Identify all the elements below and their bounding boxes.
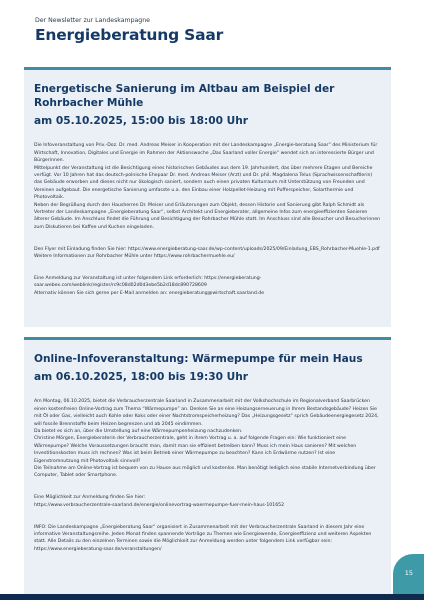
article-registration[interactable]: Eine Anmeldung zur Veranstaltung ist unter folgendem Link erforderlich: https://energieberatung-saar.webex.com/weblink/register/rc9c08d02d0d3ebe5b2d18dc890728609 Alternativ können Sie sich gerne per E-Mail anmelden an: energieberatung@wirtschaft.saarland.de [34, 275, 265, 296]
article-card-sanierung [24, 67, 391, 327]
article-paragraph: Die Infoveranstaltung von Priv.-Doz. Dr. med. Andreas Meiser in Kooperation mit der Landeskampagne „Energie-beratung Saar“ des Ministerium für Wirtschaft, Innovation, Digitales und Energie im Rahmen der Aktionswoche „Das Saarland voller Energie“ wendet sich an interessierte Bürger und Bürgerinnen. Mittelpunkt der Veranstaltung ist die Besichtigung eines historischen Gebäudes aus dem 19. Jahrhundert, das über mehrere Etagen und Bereiche verfügt. Vor 10 Jahren hat das deutsch-polnische Ehepaar Dr. med. Andreas Meiser (Arzt) und Dr. phil. Magdalena Telus (Sprachwissenschaftlerin) das Gebäude erworben und dieses nicht nur ökologisch saniert, sondern auch einen privaten Kulturraum mit Unterstützung von Freunden und Vereinen aufgebaut. Die energetische Sanierung umfasste u.a. den Einbau einer Holzpellet-Heizung mit Pufferspeicher, Solarthermie und Photovoltaik. Neben der Begrüßung durch den Hausherren Dr. Meiser und Erläuterungen zum Objekt, dessen Historie und Sanierung gibt Ralph Schmidt als Vertreter der Landeskampagne „Energieberatung Saar“, selbst Architekt und Energieberater, allgemeine Infos zum energieeffizienten Sanieren älterer Gebäude. Im Anschluss findet die Führung und Besichtigung der Rohrbacher Mühle statt. Im Anschluss sind alle Besucher und Besucherinnen zum Diskutieren bei Kaffee und Kuchen eingeladen. [34, 143, 381, 230]
article-title: Online-Infoveranstaltung: Wärmepumpe für mein Haus [34, 353, 363, 365]
article-date: am 06.10.2025, 18:00 bis 19:30 Uhr [34, 371, 249, 383]
article-info[interactable]: INFO: Die Landeskampagne „Energieberatung Saar“ organisiert in Zusammenarbeit mit der Verbraucherzentrale Saarland in diesem Jahr eine informative Veranstaltungsreihe. Jeden Monat finden spannende Vorträge zu Themen wie Energiewende, Energieeffizienz und weiteren Aspekten statt. Alle Details zu den einzelnen Terminen sowie die Möglichkeit zur Anmeldung werden unter folgendem Link verfügbar sein: https://www.energieberatung-saar.de/veranstaltungen/ [34, 524, 372, 552]
newsletter-brand: Energieberatung Saar [35, 26, 224, 44]
footer-bar [0, 594, 424, 600]
article-links[interactable]: Den Flyer mit Einladung finden Sie hier: https://www.energieberatung-saar.de/wp-content/uploads/2025/09/Einladung_EBS_Rohrbacher-Muehle-1.pdf Weitere Informationen zur Rohrbacher Mühle unter https://www.rohrbachermuehle.eu/ [34, 246, 380, 260]
article-body [34, 391, 381, 568]
article-card-waermepumpe [24, 337, 391, 599]
article-body [34, 135, 381, 312]
page-number: 15 [404, 569, 413, 577]
newsletter-header [35, 17, 395, 44]
article-paragraph: Am Montag, 06.10.2025, bietet die Verbraucherzentrale Saarland in Zusammenarbeit mit der Volkshochschule im Regionalverband Saarbrücken einen kostenfreien Online-Vortrag zum Thema “Wärmepumpe” an. Denken Sie an eine Heizungserneuerung in Ihrem Bestandsgebäude? Heizen Sie mit Öl oder Gas, vielleicht auch Kohle oder Koks oder einer Nachtstromspeicherheizung? Das „Heizungsgesetz“ sprich Gebäudeenergiegesetz 2024, will fossile Brennstoffe beim Heizen begrenzen und ab 2045 eindimmen. Da bietet es sich an, über die Umstellung auf eine Wärmepumpenheizung nachzudenken. Christine Mörgen, Energieberaterin der Verbraucherzentrale, geht in ihrem Vortrag u. a. auf folgende Fragen ein: Wie funktioniert eine Wärmepumpe? Welche Voraussetzungen braucht man, damit man sie effizient betreiben kann? Muss ich mein Haus sanieren? Mit welchen Investitionskosten muss ich rechnen? Was ist beim Betrieb einer Wärmepumpe zu beachten? Kann ich Erdwärme nutzen? Ist eine Eigenstromnutzung mit Photovoltaik sinnvoll? Die Teilnahme am Online-Vortrag ist bequem von zu Hause aus möglich und kostenlos. Man benötigt lediglich eine stabile Internetverbindung über Computer, Tablet oder Smartphone. [34, 399, 379, 479]
article-registration[interactable]: Eine Möglichkeit zur Anmeldung finden Sie hier: https://www.verbraucherzentrale-saarland.de/energie/onlinevortrag-waermepumpe-fuer-mein-haus-101652 [34, 495, 285, 508]
article-title: Energetische Sanierung im Altbau am Beispiel der Rohrbacher Mühle [34, 83, 335, 109]
article-date: am 05.10.2025, 15:00 bis 18:00 Uhr [34, 115, 249, 127]
newsletter-kicker: Der Newsletter zur Landeskampagne [35, 17, 150, 24]
